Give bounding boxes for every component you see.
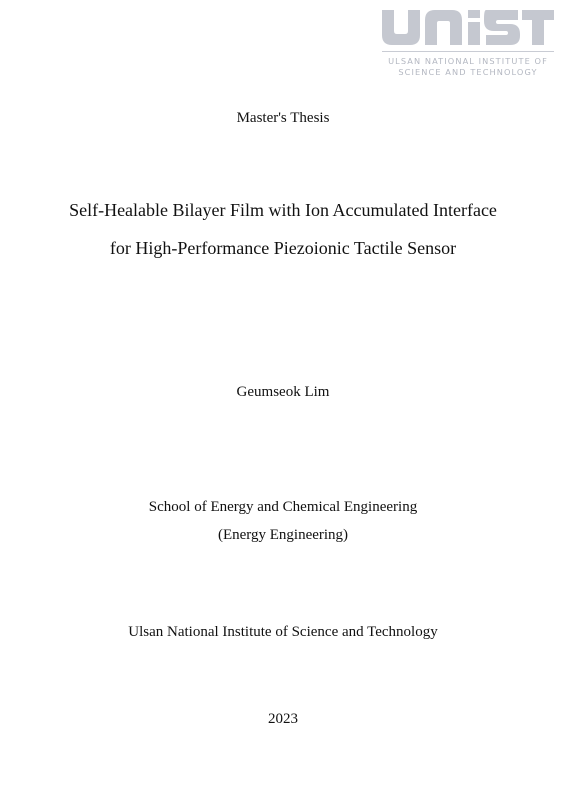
unist-logo-mark	[380, 8, 556, 46]
thesis-title-line-2: for High-Performance Piezoionic Tactile Sensor	[109, 238, 457, 258]
logo-divider	[382, 51, 554, 52]
school-name: School of Energy and Chemical Engineering	[148, 499, 418, 515]
author-name: Geumseok Lim	[236, 384, 330, 400]
thesis-type: Master's Thesis	[236, 110, 330, 126]
logo-text-line-2: SCIENCE AND TECHNOLOGY	[398, 67, 538, 77]
unist-logo	[380, 8, 558, 80]
major-name: (Energy Engineering)	[217, 527, 349, 543]
logo-text-line-1: ULSAN NATIONAL INSTITUTE OF	[388, 56, 548, 66]
thesis-title-line-1: Self-Healable Bilayer Film with Ion Accumulated Interface	[69, 200, 497, 220]
university-name: Ulsan National Institute of Science and Technology	[128, 624, 438, 640]
thesis-year: 2023	[268, 711, 298, 727]
